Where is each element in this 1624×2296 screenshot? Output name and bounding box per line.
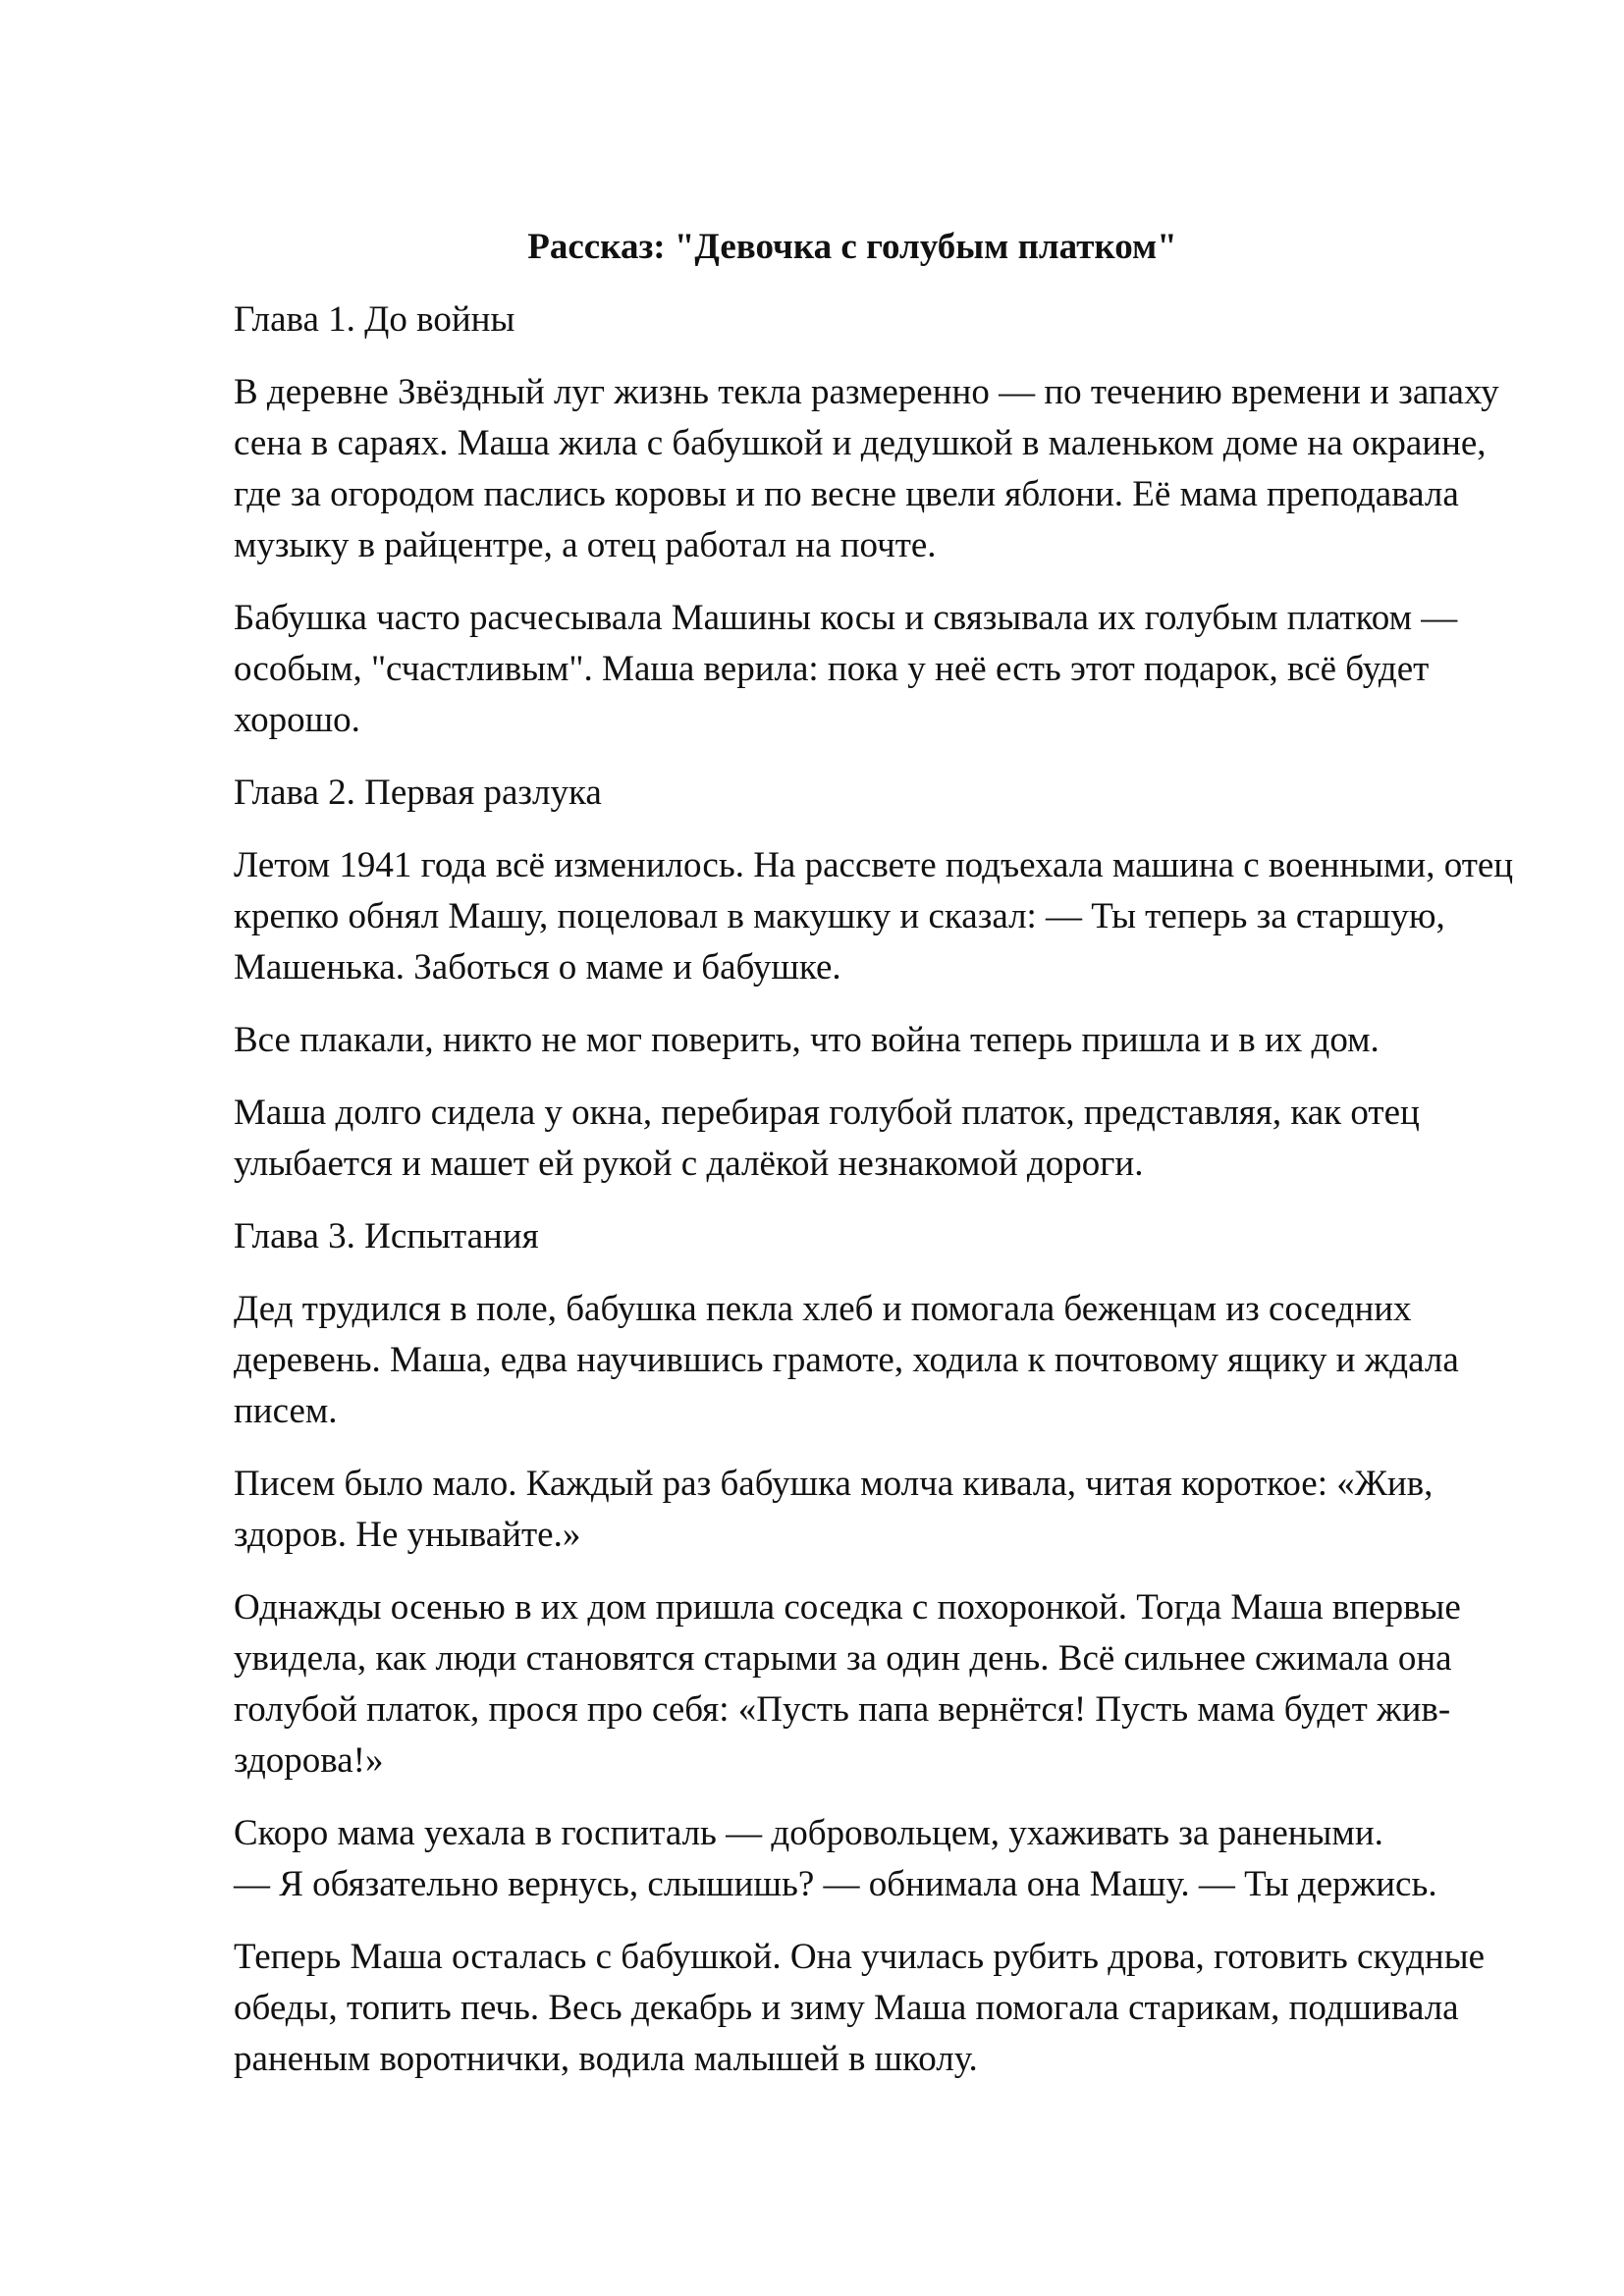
story-title: Рассказ: "Девочка с голубым платком" xyxy=(527,227,1177,267)
paragraph: Дед трудился в поле, бабушка пекла хлеб и помогала беженцам из соседних деревень. Маша, едва научившись грамоте, ходила к почтовому ящику и ждала писем. xyxy=(234,1289,1459,1431)
paragraph-line: Скоро мама уехала в госпиталь — добровольцем, ухаживать за ранеными. xyxy=(234,1813,1383,1853)
paragraph-line: — Я обязательно вернусь, слышишь? — обнимала она Машу. — Ты держись. xyxy=(234,1864,1437,1904)
paragraph: Теперь Маша осталась с бабушкой. Она училась рубить дрова, готовить скудные обеды, топить печь. Весь декабрь и зиму Маша помогала старикам, подшивала раненым воротнички, водила малышей в школу. xyxy=(234,1937,1485,2079)
paragraph: Бабушка часто расчесывала Машины косы и связывала их голубым платком — особым, "счастливым". Маша верила: пока у неё есть этот подарок, всё будет хорошо. xyxy=(234,598,1458,740)
chapter-heading-1: Глава 1. До войны xyxy=(234,299,515,340)
chapter-heading-2: Глава 2. Первая разлука xyxy=(234,773,602,813)
paragraph-dialogue xyxy=(234,1808,1528,1910)
paragraph: Писем было мало. Каждый раз бабушка молча кивала, читая короткое: «Жив, здоров. Не унывайте.» xyxy=(234,1464,1434,1555)
paragraph: Летом 1941 года всё изменилось. На рассвете подъехала машина с военными, отец крепко обнял Машу, поцеловал в макушку и сказал: — Ты теперь за старшую, Машенька. Заботься о маме и бабушке. xyxy=(234,845,1514,988)
document-body xyxy=(234,222,1528,2107)
paragraph: Все плакали, никто не мог поверить, что война теперь пришла и в их дом. xyxy=(234,1020,1380,1060)
paragraph: Однажды осенью в их дом пришла соседка с похоронкой. Тогда Маша впервые увидела, как люди становятся старыми за один день. Всё сильнее сжимала она голубой платок, прося про себя: «Пусть папа вернётся! Пусть мама будет жив-здорова!» xyxy=(234,1587,1461,1781)
paragraph: В деревне Звёздный луг жизнь текла размеренно — по течению времени и запаху сена в сараях. Маша жила с бабушкой и дедушкой в маленьком доме на окраине, где за огородом паслись коровы и по весне цвели яблони. Её мама преподавала музыку в райцентре, а отец работал на почте. xyxy=(234,372,1499,565)
paragraph: Маша долго сидела у окна, перебирая голубой платок, представляя, как отец улыбается и машет ей рукой с далёкой незнакомой дороги. xyxy=(234,1093,1420,1184)
chapter-heading-3: Глава 3. Испытания xyxy=(234,1216,539,1256)
